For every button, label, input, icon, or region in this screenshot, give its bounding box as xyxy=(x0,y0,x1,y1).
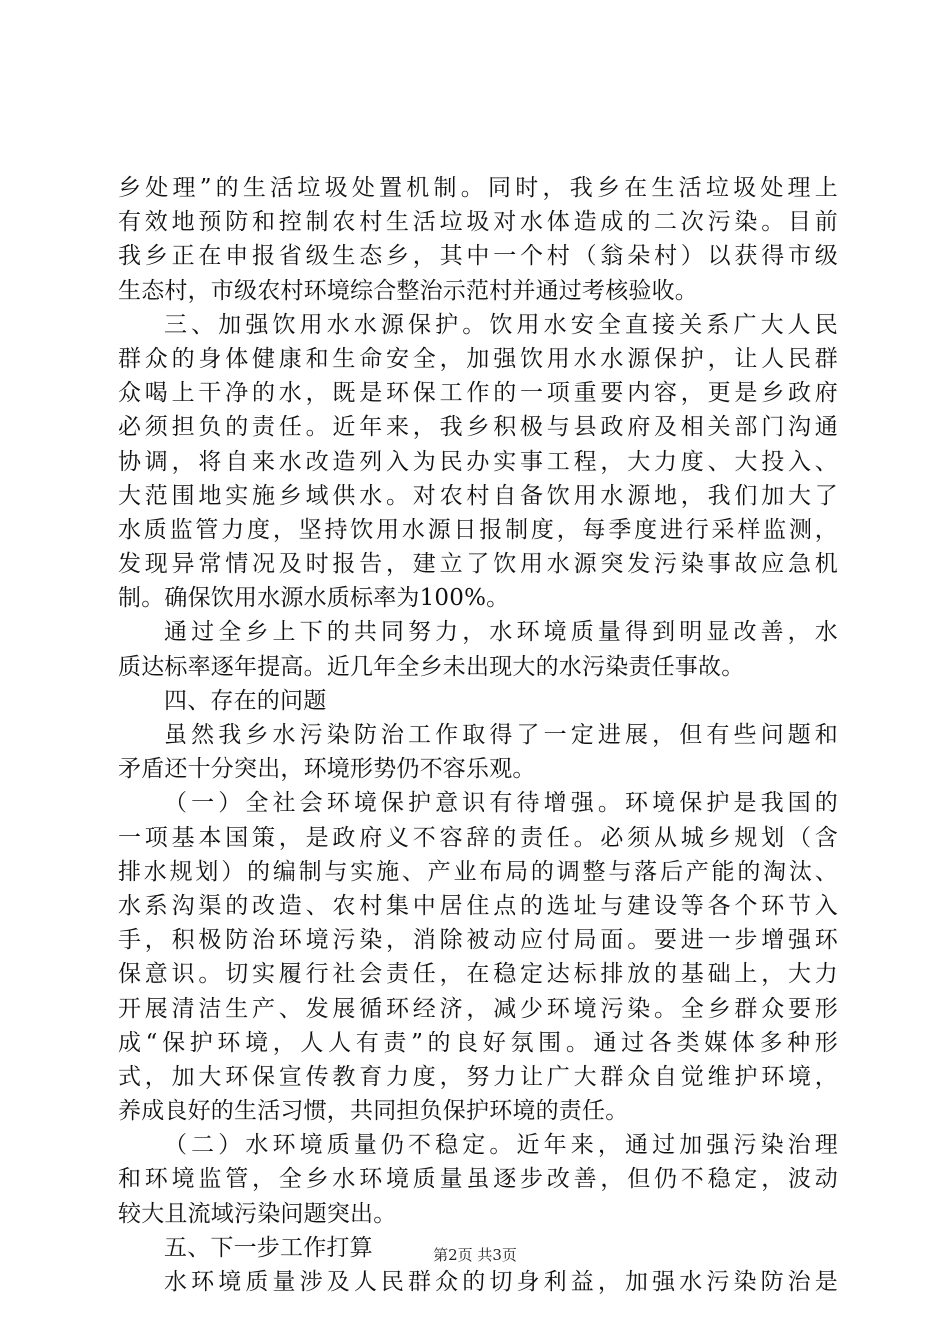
text-line: 大范围地实施乡域供水。对农村自备饮用水源地，我们加大了 xyxy=(118,482,838,509)
text-line: 乡处理”的生活垃圾处置机制。同时，我乡在生活垃圾处理上 xyxy=(118,175,838,201)
text-line: 成“保护环境，人人有责”的良好氛围。通过各类媒体多种形 xyxy=(118,1029,838,1056)
text-line: 开展清洁生产、发展循环经济，减少环境污染。全乡群众要形 xyxy=(118,995,838,1022)
text-line: 保意识。切实履行社会责任，在稳定达标排放的基础上，大力 xyxy=(118,961,838,988)
text-line: 式，加大环保宣传教育力度，努力让广大群众自觉维护环境， xyxy=(118,1063,838,1090)
text-line: 众喝上干净的水，既是环保工作的一项重要内容，更是乡政府 xyxy=(118,380,838,407)
text-line: 和环境监管，全乡水环境质量虽逐步改善，但仍不稳定，波动 xyxy=(118,1166,838,1193)
text-line: 养成良好的生活习惯，共同担负保护环境的责任。 xyxy=(118,1098,629,1125)
text-line: 水质监管力度，坚持饮用水源日报制度，每季度进行采样监测， xyxy=(118,516,838,543)
text-line: （二）水环境质量仍不稳定。近年来，通过加强污染治理 xyxy=(164,1132,838,1159)
text-line: 生态村，市级农村环境综合整治示范村并通过考核验收。 xyxy=(118,277,698,304)
text-line: 三、加强饮用水水源保护。饮用水安全直接关系广大人民 xyxy=(164,311,838,338)
text-line: 水系沟渠的改造、农村集中居住点的选址与建设等各个环节入 xyxy=(118,892,838,919)
text-line: 必须担负的责任。近年来，我乡积极与县政府及相关部门沟通 xyxy=(118,414,838,441)
text-line: 质达标率逐年提高。近几年全乡未出现大的水污染责任事故。 xyxy=(118,653,745,680)
text-line: 手，积极防治环境污染，消除被动应付局面。要进一步增强环 xyxy=(118,927,838,954)
section-heading: 五、下一步工作打算 xyxy=(164,1234,373,1261)
text-line: 矛盾还十分突出，环境形势仍不容乐观。 xyxy=(118,756,536,783)
page-number-footer: 第2页 共3页 xyxy=(433,1246,517,1264)
text-line: （一）全社会环境保护意识有待增强。环境保护是我国的 xyxy=(164,790,838,817)
text-line: 制。确保饮用水源水质标率为100%。 xyxy=(118,585,510,612)
text-line: 群众的身体健康和生命安全，加强饮用水水源保护，让人民群 xyxy=(118,345,838,372)
text-line: 协调，将自来水改造列入为民办实事工程，大力度、大投入、 xyxy=(118,448,838,475)
text-line: 我乡正在申报省级生态乡，其中一个村（翁朵村）以获得市级 xyxy=(118,243,838,270)
text-line: 排水规划）的编制与实施、产业布局的调整与落后产能的淘汰、 xyxy=(118,858,838,885)
document-body xyxy=(118,171,838,1299)
text-line: 有效地预防和控制农村生活垃圾对水体造成的二次污染。目前 xyxy=(118,209,838,236)
text-line: 水环境质量涉及人民群众的切身利益，加强水污染防治是 xyxy=(164,1269,838,1295)
section-heading: 四、存在的问题 xyxy=(164,687,327,714)
text-line: 较大且流域污染问题突出。 xyxy=(118,1200,397,1227)
text-line: 通过全乡上下的共同努力，水环境质量得到明显改善，水 xyxy=(164,619,838,646)
text-line: 虽然我乡水污染防治工作取得了一定进展，但有些问题和 xyxy=(164,722,838,748)
text-line: 发现异常情况及时报告，建立了饮用水源突发污染事故应急机 xyxy=(118,551,838,578)
text-line: 一项基本国策，是政府义不容辞的责任。必须从城乡规划（含 xyxy=(118,824,838,851)
